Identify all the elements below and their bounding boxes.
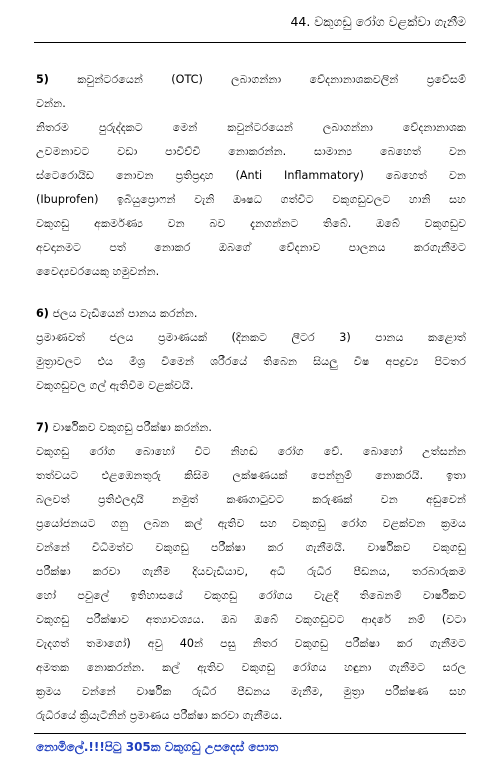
body-text-line: රුධිරයේ ක්‍රියැටිනින් ප්‍රමාණය පරීක්ෂා කරවා ගැනීමය. — [36, 709, 283, 722]
body-text-line: උවමනාවට වඩා පාවිච්චි නොකරන්න. සාමාන්‍ය බෙහෙත් වන — [36, 145, 466, 158]
body-text-line: හෝ පවුලේ ඉතිහාසයේ වකුගඩු රෝගය වැළදී තිබෙනම් වාර්ෂිකව — [36, 589, 466, 602]
section-heading-line — [36, 416, 466, 440]
section-number: 7) — [36, 421, 49, 434]
section-heading-text: කවුන්ටරයෙන් (OTC) ලබාගන්නා වේදනානාශකවලින් ප්‍රවේසම් — [77, 73, 466, 86]
body-text-line: බලවත් ප්‍රතිඵලදායි නමුත් කණගාටුවට කරුණක් වන අඩුවෙන් — [36, 493, 466, 506]
section-6 — [36, 302, 466, 398]
body-text-line: වකුගඩු රෝග බොහෝ විට නිහඬ රෝග වේ. බොහෝ උත්සන්න — [36, 445, 466, 458]
section-number: 6) — [36, 307, 49, 320]
body-text-line: ස්ටෙරොයිඩ නොවන ප්‍රතිප්‍රදාහ (Anti Inflammatory) බෙහෙත් වන — [36, 169, 466, 182]
body-text-line: ප්‍රමාණවත් ජලය ප්‍රමාණයක් (දිනකට ලීටර 3) පානය කළොත් — [36, 331, 466, 344]
page-content — [36, 68, 466, 746]
body-text-line: (Ibuprofen) ඉබියුප්‍රොෆන් වැනි ඖෂධ ගත්විට වකුගඩුවලට හානි සහ — [36, 193, 466, 206]
section-number: 5) — [36, 73, 49, 86]
section-heading-line — [36, 92, 466, 116]
body-text-line: ක්‍රමය වන්නේ වාර්ෂික රුධිර පීඩනය මැනීම, මුත්‍රා පරීක්ෂණ සහ — [36, 685, 466, 698]
body-text-line: නිතරම පුරුද්දකට මෙන් කවුන්ටරයෙන් ලබාගන්නා වේදනානාශක — [36, 121, 466, 134]
body-text-line: ප්‍රයෝජනයට ගනු ලබන කල් ඇතිව සහ වකුගඩු රෝග වළක්වන ක්‍රමය — [36, 517, 466, 530]
section-5 — [36, 68, 466, 284]
footer-promo-text: නොමිලේ.!!!පිටු 305ක වකුගඩු උපදෙස් පොත — [36, 740, 279, 754]
section-heading-text: වන්න. — [36, 97, 66, 110]
section-7 — [36, 416, 466, 728]
body-text-line: පරීක්ෂා කරවා ගැනීම දියවැඩියාව, අධි රුධිර පීඩනය, තරබාරුකම — [36, 565, 466, 578]
page-header: 44. වකුගඩු රෝග වළක්වා ගැනීම — [290, 14, 466, 29]
footer-divider — [34, 733, 466, 734]
body-text-line: වැදගත් තමාගෝ) අවු 40න් පසු නිතර වකුගඩු පරීක්ෂා කර ගැනීමට — [36, 637, 466, 650]
body-text-line: මුත්‍රාවලට එය මිශ්‍ර වීමෙන් ශරීරයේ තිබෙන සියලු විෂ අපද්‍රව්‍ය පිටතර — [36, 355, 466, 368]
section-heading-text: ජලය වැඩියෙන් පානය කරන්න. — [52, 307, 198, 320]
body-text-line: වන්නේ විධිමත්ව වකුගඩු පරීක්ෂා කර ගැනීමයි. වාර්ෂිකව වකුගඩු — [36, 541, 466, 554]
body-text-line: අමතක නොකරන්න. කල් ඇතිව වකුගඩු රෝගය හඳුනා ගැනීමට සරල — [36, 661, 466, 674]
body-text-line: වෛද්‍යවරයෙකු හමුවන්න. — [36, 265, 160, 278]
section-heading-text: වාර්ෂිකව වකුගඩු පරීක්ෂා කරන්න. — [52, 421, 212, 434]
body-text-line: වකුගඩු අකර්මණ්‍ය වන බව දැනගන්නට තිබේ. ඔබේ වකුගඩුව — [36, 217, 466, 230]
body-text-line: අවදානමට පත් නොකර ඔබගේ වේදනාව පාලනය කරගැනීමට — [36, 241, 466, 254]
body-text-line: වකුගඩුවල ගල් ඇතිවීම වළක්වයි. — [36, 379, 194, 392]
section-heading-line — [36, 68, 466, 92]
section-heading-line — [36, 302, 466, 326]
body-text-line: වකුගඩු පරීක්ෂාව අත්‍යාවශ්‍යය. ඔබ ඔබේ වකුගඩුවට ආදරේ නම් (වටා — [36, 613, 466, 626]
body-text-line: තත්වයට එළඹෙනතුරු කිසිම ලක්ෂණයක් පෙන්නුම් නොකරයි. ඉතා — [36, 469, 466, 482]
header-divider — [34, 42, 466, 43]
